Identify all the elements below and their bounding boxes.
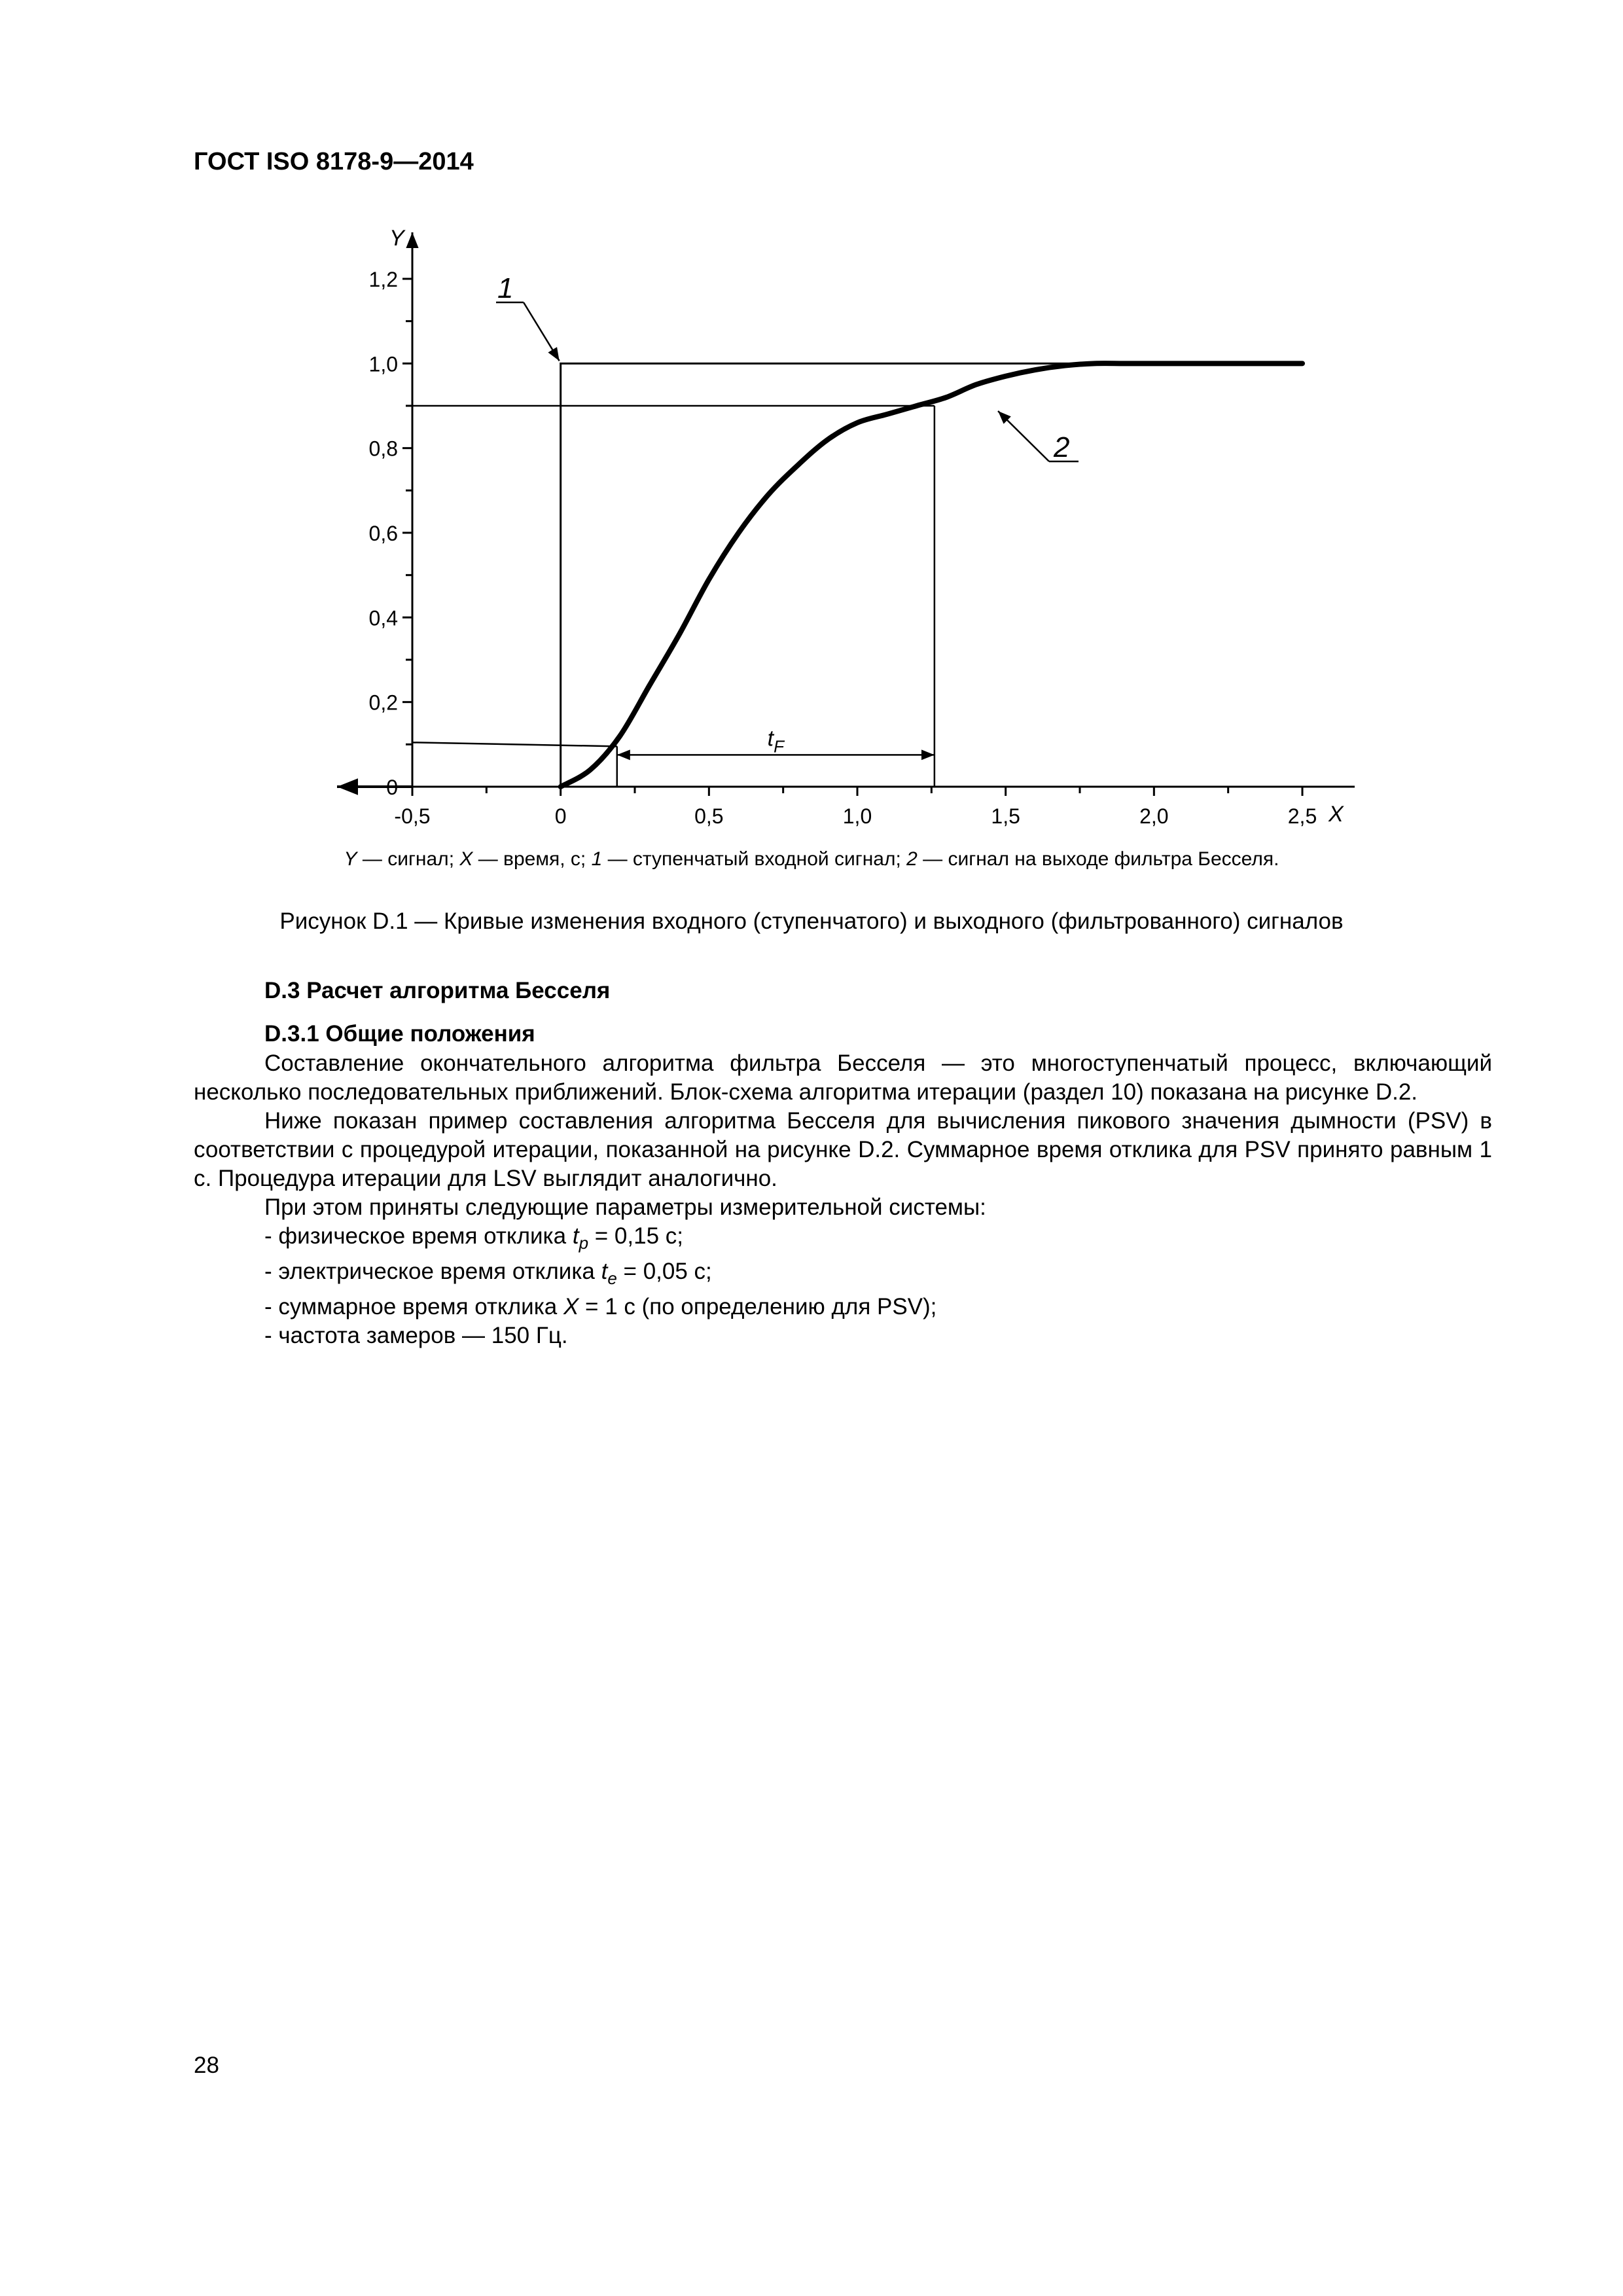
y-tick-label: 0,2 [368, 691, 398, 715]
series-bessel-output [561, 363, 1302, 787]
list-item: - электрическое время отклика $t_e = 0,05$ с; [264, 1259, 712, 1288]
reference-lines [412, 406, 935, 787]
paragraph-2: Ниже показан пример составления алгоритма Бесселя для вычисления пикового значения дымности (PSV) в соответствии с процедурой итерации, показанной на рисунке D.2. Суммарное время отклика для PSV принято равным 1 с. Процедура итерации для LSV выглядит аналогично. [194, 1108, 1492, 1191]
x-tick-label: 2,0 [1139, 804, 1169, 828]
x-axis-label: X [1329, 802, 1344, 827]
legend-1-desc: — ступенчатый входной сигнал; [602, 848, 907, 870]
legend-1: 1 [591, 848, 603, 870]
y-tick-label: 0,6 [368, 522, 398, 545]
leader-2-line [998, 411, 1049, 461]
legend-x-desc: — время, с; [473, 848, 592, 870]
legend-2: 2 [906, 848, 918, 870]
callout-1: 1 [497, 272, 514, 304]
page-number: 28 [194, 2053, 219, 2078]
figure-caption: Рисунок D.1 — Кривые изменения входного (ступенчатого) и выходного (фильтрованного) сигналов [279, 908, 1344, 934]
legend-y-desc: — сигнал; [357, 848, 460, 870]
x-tick-label: 2,5 [1287, 804, 1317, 828]
y-axis-label: Y [389, 226, 404, 251]
legend-x: X [459, 848, 473, 870]
y-tick-label: 0 [386, 776, 398, 799]
document-code-header: ГОСТ ISO 8178-9—2014 [194, 148, 474, 175]
y-tick-label: 0,4 [368, 606, 398, 630]
leader-1-line [524, 302, 560, 361]
tF-label: $t_F$ [768, 726, 785, 756]
x-tick-label: 0,5 [694, 804, 724, 828]
list-item: - частота замеров — 150 Гц. [264, 1323, 568, 1348]
paragraph-1: Составление окончательного алгоритма фильтра Бесселя — это многоступенчатый процесс, включающий несколько последовательных приближений. Блок-схема алгоритма итерации (раздел 10) показана на рисунке D.2. [194, 1050, 1492, 1105]
callout-2: 2 [1054, 431, 1070, 463]
chart-series [412, 363, 1302, 787]
y-tick-label: 1,2 [368, 268, 398, 291]
y-tick-label: 1,0 [368, 352, 398, 376]
bessel-filter-chart [0, 0, 1623, 851]
list-item: - физическое время отклика $t_p = 0,15$ с; [264, 1223, 683, 1253]
tF-label-sub: F [774, 736, 785, 757]
figure-legend [0, 848, 1623, 870]
chart-annotations [496, 272, 1079, 756]
parameter-list [194, 1222, 1492, 1350]
section-heading: D.3 Расчет алгоритма Бесселя [264, 978, 611, 1003]
subsection-heading: D.3.1 Общие положения [264, 1021, 535, 1047]
y-tick-label: 0,8 [368, 437, 398, 461]
section-body [194, 1049, 1492, 1350]
x-tick-label: -0,5 [394, 804, 431, 828]
list-item: - суммарное время отклика X = 1 с (по определению для PSV); [264, 1294, 937, 1319]
legend-2-desc: — сигнал на выходе фильтра Бесселя. [917, 848, 1279, 870]
x-tick-label: 1,5 [991, 804, 1020, 828]
x-tick-label: 1,0 [842, 804, 872, 828]
legend-y: Y [344, 848, 357, 870]
chart-axes [337, 226, 1355, 827]
series-step-input [412, 363, 1302, 787]
x-tick-label: 0 [554, 804, 567, 828]
paragraph-3: При этом приняты следующие параметры измерительной системы: [264, 1194, 986, 1220]
level-010-line [412, 742, 617, 746]
